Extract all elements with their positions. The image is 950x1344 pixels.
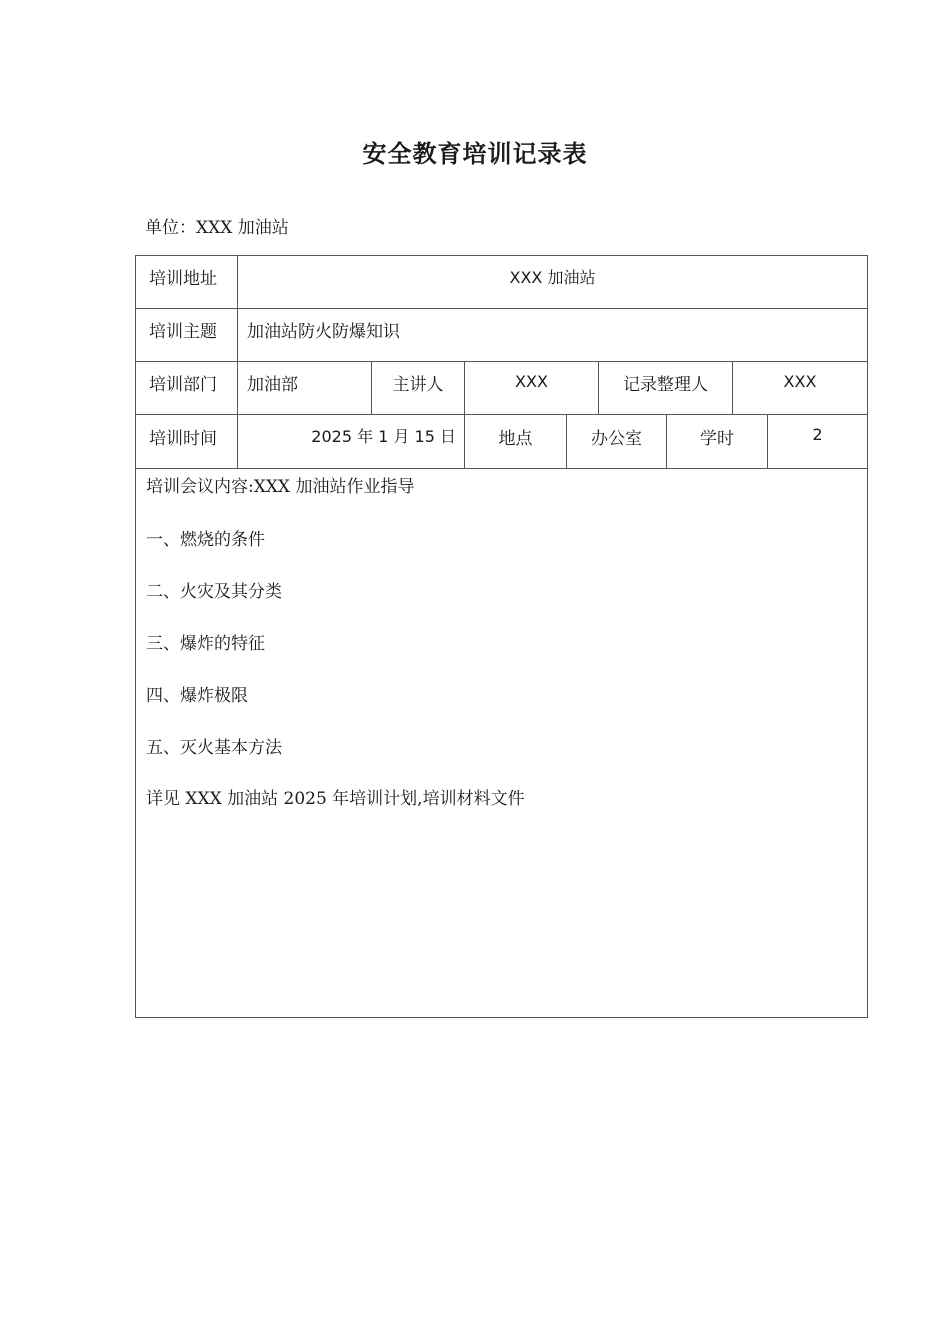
dept-label: 培训部门 [149,375,217,395]
unit-label: 单位：XXX 加油站 [145,218,289,238]
place-value: 办公室 [591,429,642,449]
training-record-form [135,255,868,1018]
recorder-value: XXX [783,372,817,391]
list-item: 一、燃烧的条件 [146,530,265,550]
row-divider [136,414,867,415]
content-heading: 培训会议内容:XXX 加油站作业指导 [146,477,415,497]
row-divider [136,308,867,309]
row-divider [136,361,867,362]
time-label: 培训时间 [149,429,217,449]
list-item: 三、爆炸的特征 [146,634,265,654]
topic-value: 加油站防火防爆知识 [247,322,400,342]
page-title: 安全教育培训记录表 [362,139,588,168]
list-item: 二、火灾及其分类 [146,582,282,602]
speaker-value: XXX [515,372,548,391]
recorder-label: 记录整理人 [623,375,708,395]
dept-value: 加油部 [247,375,298,395]
hours-value: 2 [812,425,823,444]
row-divider [136,468,867,469]
time-value: 2025 年 1 月 15 日 [311,427,456,446]
list-item: 五、灭火基本方法 [146,738,282,758]
address-value: XXX 加油站 [509,268,596,287]
list-item: 四、爆炸极限 [146,686,248,706]
address-label: 培训地址 [149,269,217,289]
speaker-label: 主讲人 [392,375,444,395]
topic-label: 培训主题 [149,322,217,342]
content-footer: 详见 XXX 加油站 2025 年培训计划,培训材料文件 [146,789,525,809]
hours-label: 学时 [700,429,734,449]
place-label: 地点 [498,429,533,449]
